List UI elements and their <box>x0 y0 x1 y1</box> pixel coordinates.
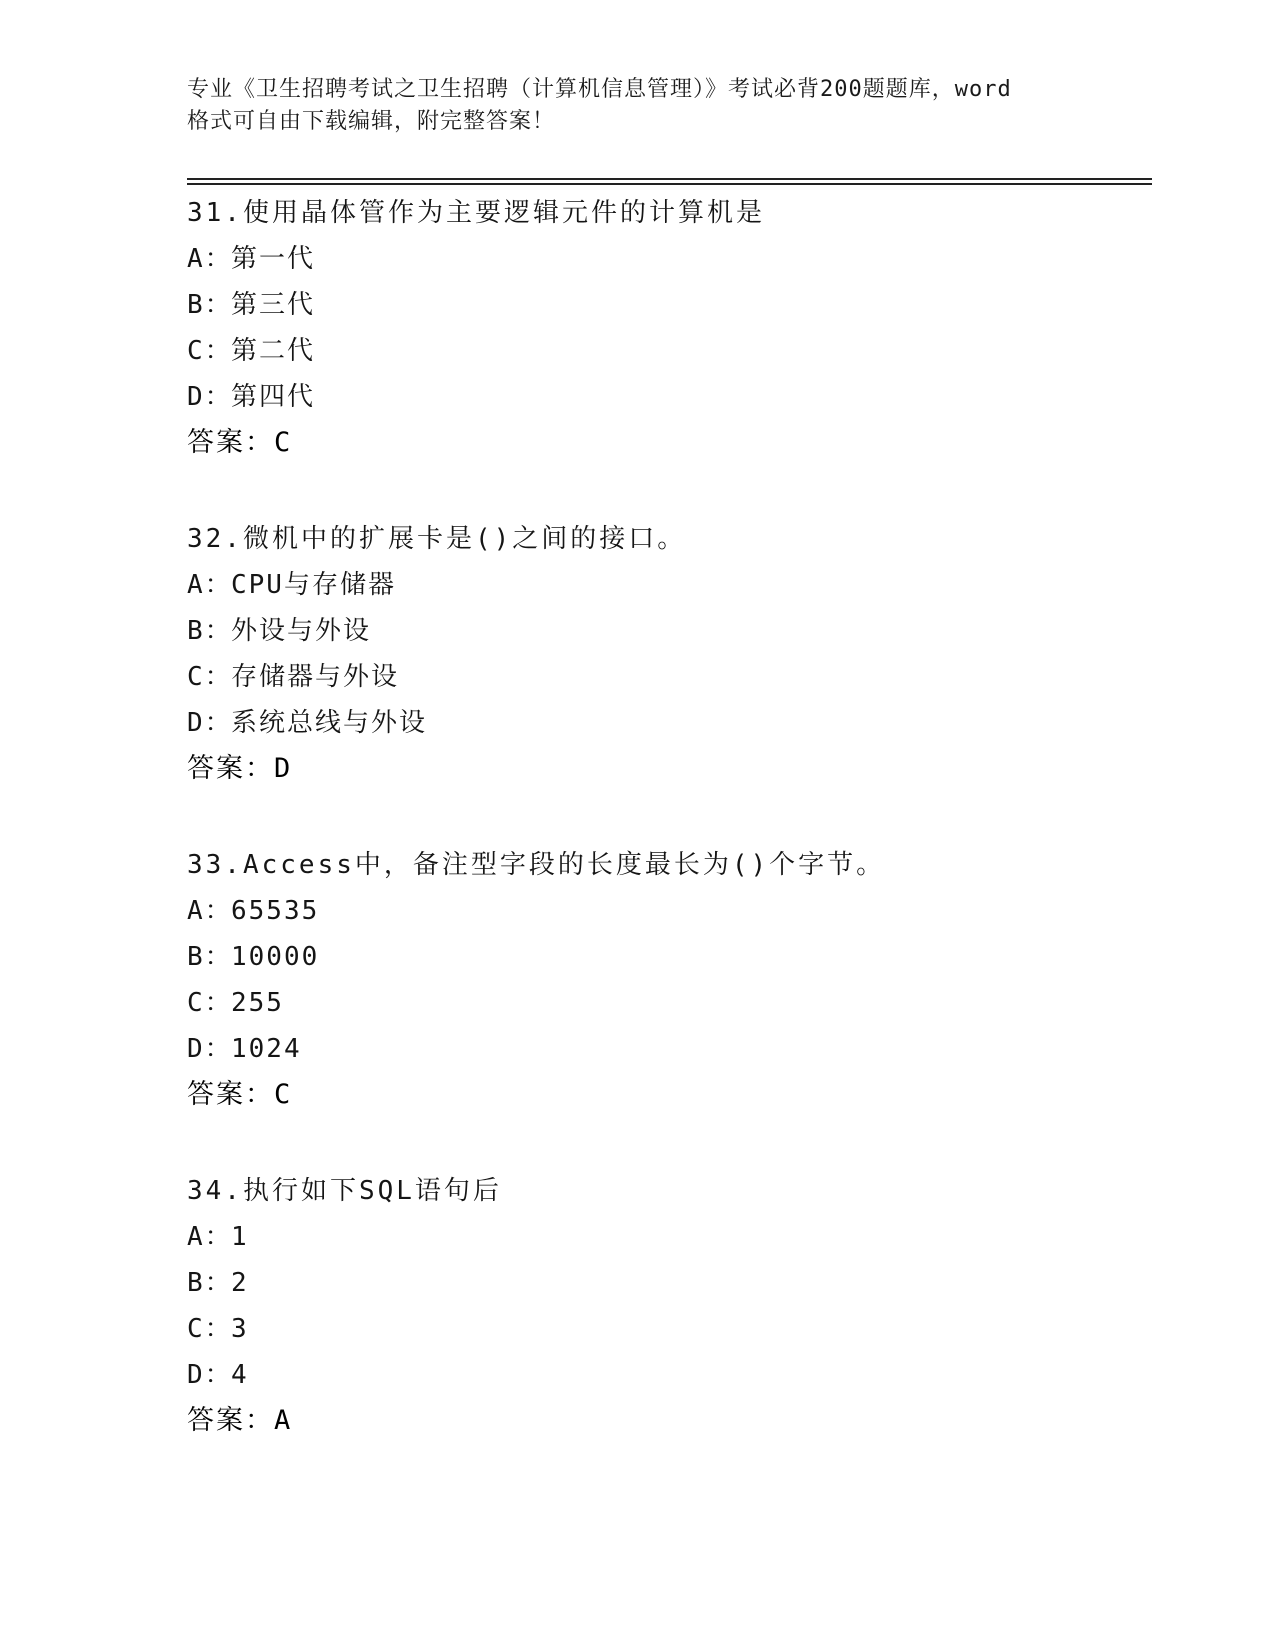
option-label: C： <box>187 336 233 366</box>
option-text: 4 <box>231 1360 249 1390</box>
option-text: 65535 <box>231 896 320 926</box>
option-c <box>187 1306 1147 1352</box>
answer-line <box>187 746 1147 792</box>
option-c <box>187 328 1147 374</box>
option-label: A： <box>187 244 233 274</box>
header-divider-top <box>187 178 1152 180</box>
option-label: B： <box>187 942 233 972</box>
header-line-1: 专业《卫生招聘考试之卫生招聘（计算机信息管理）》考试必背200题题库，word <box>187 77 1012 102</box>
option-text: 1024 <box>231 1034 302 1064</box>
option-b <box>187 1260 1147 1306</box>
option-c <box>187 980 1147 1026</box>
answer-line <box>187 420 1147 466</box>
option-label: B： <box>187 1268 233 1298</box>
option-label: A： <box>187 896 233 926</box>
question-stem: 34.执行如下SQL语句后 <box>187 1176 502 1206</box>
answer-value: D <box>274 753 293 784</box>
question-stem: 31.使用晶体管作为主要逻辑元件的计算机是 <box>187 198 765 228</box>
header-line-2: 格式可自由下载编辑，附完整答案！ <box>187 109 556 134</box>
option-text: 外设与外设 <box>231 616 372 646</box>
option-label: C： <box>187 662 233 692</box>
option-text: 第四代 <box>231 382 316 412</box>
option-text: 第三代 <box>231 290 316 320</box>
answer-value: A <box>274 1405 293 1436</box>
answer-value: C <box>274 427 293 458</box>
option-text: 10000 <box>231 942 320 972</box>
option-d <box>187 700 1147 746</box>
option-b <box>187 934 1147 980</box>
option-a <box>187 888 1147 934</box>
answer-line <box>187 1398 1147 1444</box>
option-text: 存储器与外设 <box>231 662 400 692</box>
option-d <box>187 1352 1147 1398</box>
option-a <box>187 562 1147 608</box>
answer-label: 答案： <box>187 1405 274 1436</box>
option-a <box>187 236 1147 282</box>
answer-label: 答案： <box>187 427 274 458</box>
question-34 <box>187 1168 1147 1444</box>
option-d <box>187 374 1147 420</box>
option-text: 1 <box>231 1222 249 1252</box>
option-b <box>187 282 1147 328</box>
answer-label: 答案： <box>187 753 274 784</box>
question-33 <box>187 842 1147 1118</box>
option-text: 3 <box>231 1314 249 1344</box>
option-text: 255 <box>231 988 284 1018</box>
option-label: D： <box>187 1034 233 1064</box>
option-label: D： <box>187 382 233 412</box>
option-label: B： <box>187 616 233 646</box>
header-divider-bottom <box>187 183 1152 185</box>
question-32 <box>187 516 1147 792</box>
option-label: D： <box>187 708 233 738</box>
question-list <box>187 190 1147 1494</box>
option-text: 第一代 <box>231 244 316 274</box>
answer-label: 答案： <box>187 1079 274 1110</box>
option-text: 第二代 <box>231 336 316 366</box>
document-header <box>187 74 1087 138</box>
answer-value: C <box>274 1079 293 1110</box>
option-label: A： <box>187 570 233 600</box>
option-text: CPU与存储器 <box>231 570 396 600</box>
option-text: 系统总线与外设 <box>231 708 428 738</box>
question-stem: 33.Access中，备注型字段的长度最长为()个字节。 <box>187 850 886 880</box>
option-a <box>187 1214 1147 1260</box>
option-c <box>187 654 1147 700</box>
option-label: D： <box>187 1360 233 1390</box>
option-b <box>187 608 1147 654</box>
question-stem: 32.微机中的扩展卡是()之间的接口。 <box>187 524 687 554</box>
option-label: B： <box>187 290 233 320</box>
option-label: A： <box>187 1222 233 1252</box>
option-label: C： <box>187 1314 233 1344</box>
answer-line <box>187 1072 1147 1118</box>
option-d <box>187 1026 1147 1072</box>
option-text: 2 <box>231 1268 249 1298</box>
question-31 <box>187 190 1147 466</box>
option-label: C： <box>187 988 233 1018</box>
